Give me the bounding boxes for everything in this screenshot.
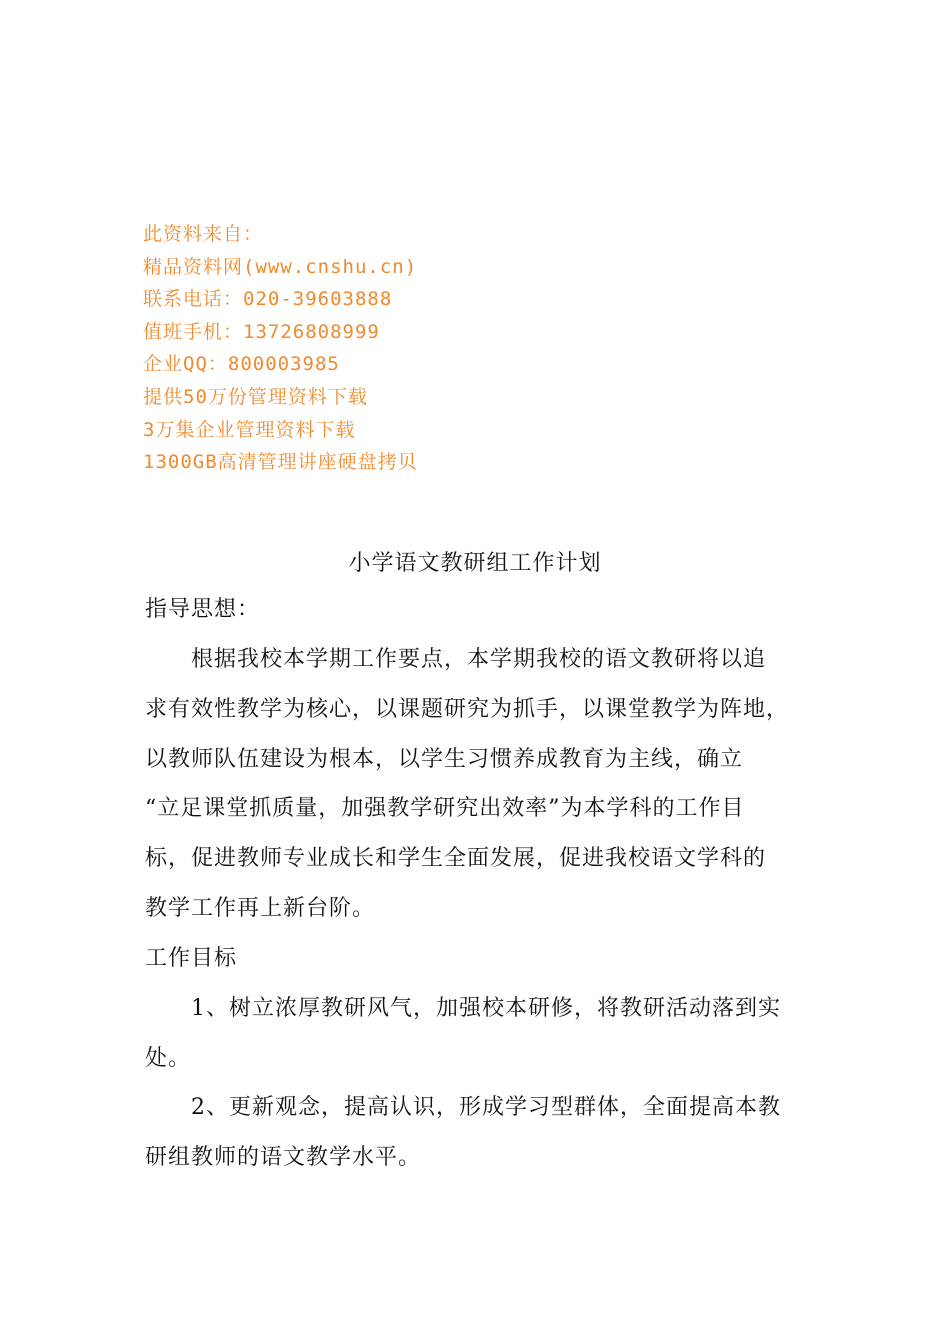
advertisement-block — [143, 218, 663, 479]
paragraph-line: 教学工作再上新台阶。 — [145, 895, 376, 921]
ad-line-offer-1: 提供50万份管理资料下载 — [143, 385, 368, 408]
paragraph-line: 标，促进教师专业成长和学生全面发展，促进我校语文学科的 — [145, 846, 767, 872]
paragraph-line: 研组教师的语文教学水平。 — [145, 1145, 422, 1171]
goal-item-2 — [145, 1083, 825, 1183]
ad-line-offer-3: 1300GB高清管理讲座硬盘拷贝 — [143, 451, 418, 474]
goal-item-1 — [145, 984, 825, 1084]
paragraph-line: 处。 — [145, 1045, 192, 1071]
ad-line-qq: 企业QQ：800003985 — [143, 353, 340, 376]
ad-line-mobile: 值班手机：13726808999 — [143, 320, 380, 343]
guiding-thought-paragraph — [145, 635, 825, 934]
paragraph-line: 求有效性教学为核心，以课题研究为抓手，以课堂教学为阵地， — [145, 696, 790, 722]
section-heading-work-goals: 工作目标 — [145, 945, 238, 971]
page-title: 小学语文教研组工作计划 — [348, 551, 602, 576]
document-body — [145, 543, 825, 1183]
paragraph-line: 1、树立浓厚教研风气，加强校本研修，将教研活动落到实 — [191, 995, 781, 1021]
paragraph-line: 以教师队伍建设为根本，以学生习惯养成教育为主线，确立 — [145, 746, 744, 772]
paragraph-line: 2、更新观念，提高认识，形成学习型群体，全面提高本教 — [191, 1095, 781, 1121]
ad-line-website: 精品资料网(www.cnshu.cn) — [143, 255, 418, 278]
paragraph-line: 根据我校本学期工作要点，本学期我校的语文教研将以追 — [191, 647, 767, 672]
ad-line-phone: 联系电话：020-39603888 — [143, 288, 393, 311]
section-heading-guiding-thought: 指导思想： — [145, 597, 261, 622]
paragraph-line: “立足课堂抓质量，加强教学研究出效率”为本学科的工作目 — [145, 796, 745, 822]
ad-line-source: 此资料来自： — [143, 223, 264, 245]
ad-line-offer-2: 3万集企业管理资料下载 — [143, 418, 356, 441]
